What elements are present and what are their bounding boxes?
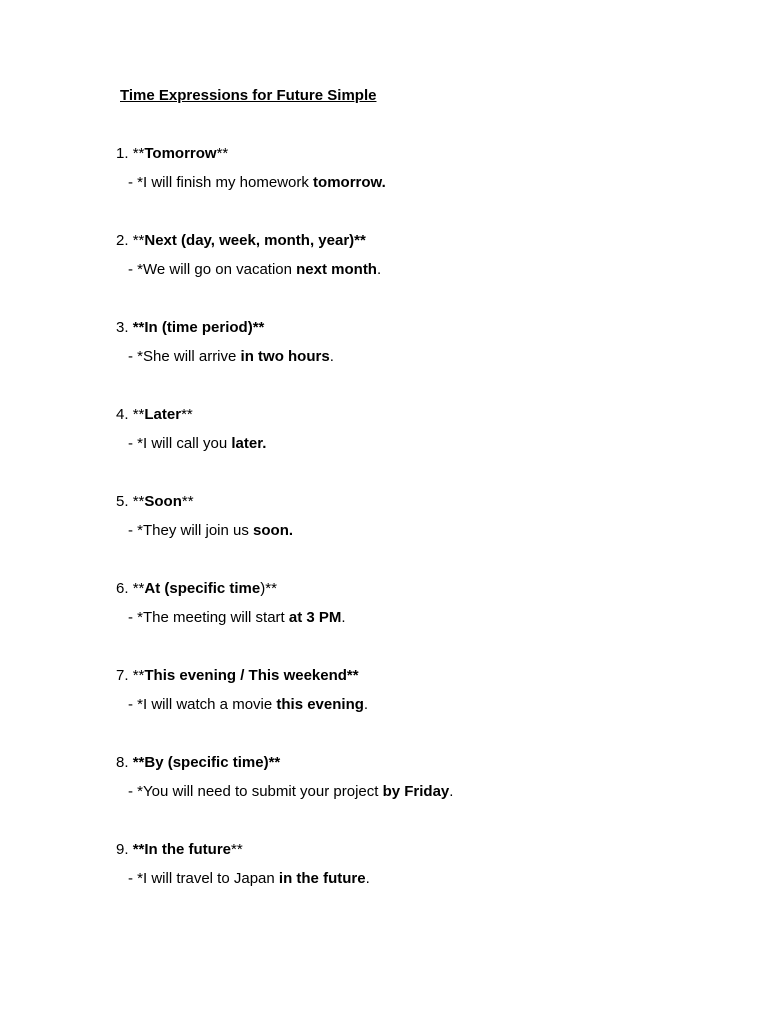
item-term: Later <box>144 406 182 423</box>
item-suffix: ** <box>231 841 243 858</box>
item-number: 5. <box>116 493 133 510</box>
list-item <box>116 145 716 192</box>
item-heading <box>116 232 716 250</box>
item-number: 9. <box>116 841 133 858</box>
item-heading <box>116 319 716 337</box>
item-example <box>116 609 716 627</box>
item-number: 2. <box>116 232 133 249</box>
list-item <box>116 232 716 279</box>
item-number: 7. <box>116 667 133 684</box>
item-suffix: ** <box>216 145 229 162</box>
example-tail: . <box>376 261 382 278</box>
item-heading <box>116 580 716 598</box>
item-suffix: ** <box>181 406 193 423</box>
item-heading <box>116 145 716 163</box>
list-item <box>116 841 716 888</box>
item-term: Soon <box>144 493 182 510</box>
item-example <box>116 348 716 366</box>
item-suffix: ** <box>181 493 194 510</box>
item-prefix: ** <box>132 145 145 162</box>
item-number: 3. <box>116 319 133 336</box>
item-prefix: ** <box>132 232 145 249</box>
example-keyword: later. <box>231 435 267 452</box>
list-item <box>116 493 716 540</box>
example-text: - *I will call you <box>128 435 232 452</box>
item-number: 1. <box>116 145 133 162</box>
example-text: - *We will go on vacation <box>128 261 297 278</box>
example-text: - *I will watch a movie <box>128 696 277 713</box>
item-number: 8. <box>116 754 133 771</box>
item-suffix: )** <box>260 580 277 597</box>
item-term: Tomorrow <box>144 145 217 162</box>
item-heading <box>116 493 716 511</box>
item-example <box>116 435 716 453</box>
example-tail: . <box>341 609 346 626</box>
item-term: This evening / This weekend** <box>144 667 359 684</box>
example-keyword: in the future <box>278 870 366 887</box>
example-keyword: in two hours <box>240 348 330 365</box>
example-text: - *I will finish my homework <box>128 174 314 191</box>
item-term: **In the future <box>132 841 232 858</box>
item-term: **In (time period)** <box>132 319 265 336</box>
example-keyword: tomorrow. <box>313 174 386 191</box>
item-heading <box>116 406 716 424</box>
example-tail: . <box>365 870 370 887</box>
item-heading <box>116 841 716 859</box>
item-term: At (specific time <box>144 580 261 597</box>
example-text: - *She will arrive <box>128 348 241 365</box>
item-example <box>116 783 716 801</box>
example-keyword: at 3 PM <box>288 609 342 626</box>
document-title: Time Expressions for Future Simple <box>120 87 377 104</box>
item-example <box>116 522 716 540</box>
list-item <box>116 406 716 453</box>
example-keyword: by Friday <box>382 783 450 800</box>
list-item <box>116 319 716 366</box>
item-heading <box>116 667 716 685</box>
item-heading <box>116 754 716 772</box>
item-prefix: ** <box>132 580 145 597</box>
item-term: Next (day, week, month, year)** <box>144 232 366 249</box>
item-term: **By (specific time)** <box>132 754 281 771</box>
item-example <box>116 870 716 888</box>
item-example <box>116 696 716 714</box>
item-number: 6. <box>116 580 133 597</box>
example-text: - *They will join us <box>128 522 254 539</box>
example-text: - *The meeting will start <box>128 609 289 626</box>
item-prefix: ** <box>132 406 145 423</box>
item-prefix: ** <box>132 493 145 510</box>
list-item <box>116 580 716 627</box>
item-example <box>116 174 716 192</box>
example-text: - *You will need to submit your project <box>128 783 383 800</box>
example-tail: . <box>449 783 454 800</box>
example-tail: . <box>329 348 334 365</box>
example-keyword: this evening <box>276 696 364 713</box>
list-item <box>116 667 716 714</box>
example-text: - *I will travel to Japan <box>128 870 279 887</box>
item-number: 4. <box>116 406 133 423</box>
example-keyword: next month <box>296 261 377 278</box>
example-keyword: soon. <box>253 522 294 539</box>
item-example <box>116 261 716 279</box>
example-tail: . <box>363 696 369 713</box>
list-item <box>116 754 716 801</box>
item-prefix: ** <box>132 667 145 684</box>
